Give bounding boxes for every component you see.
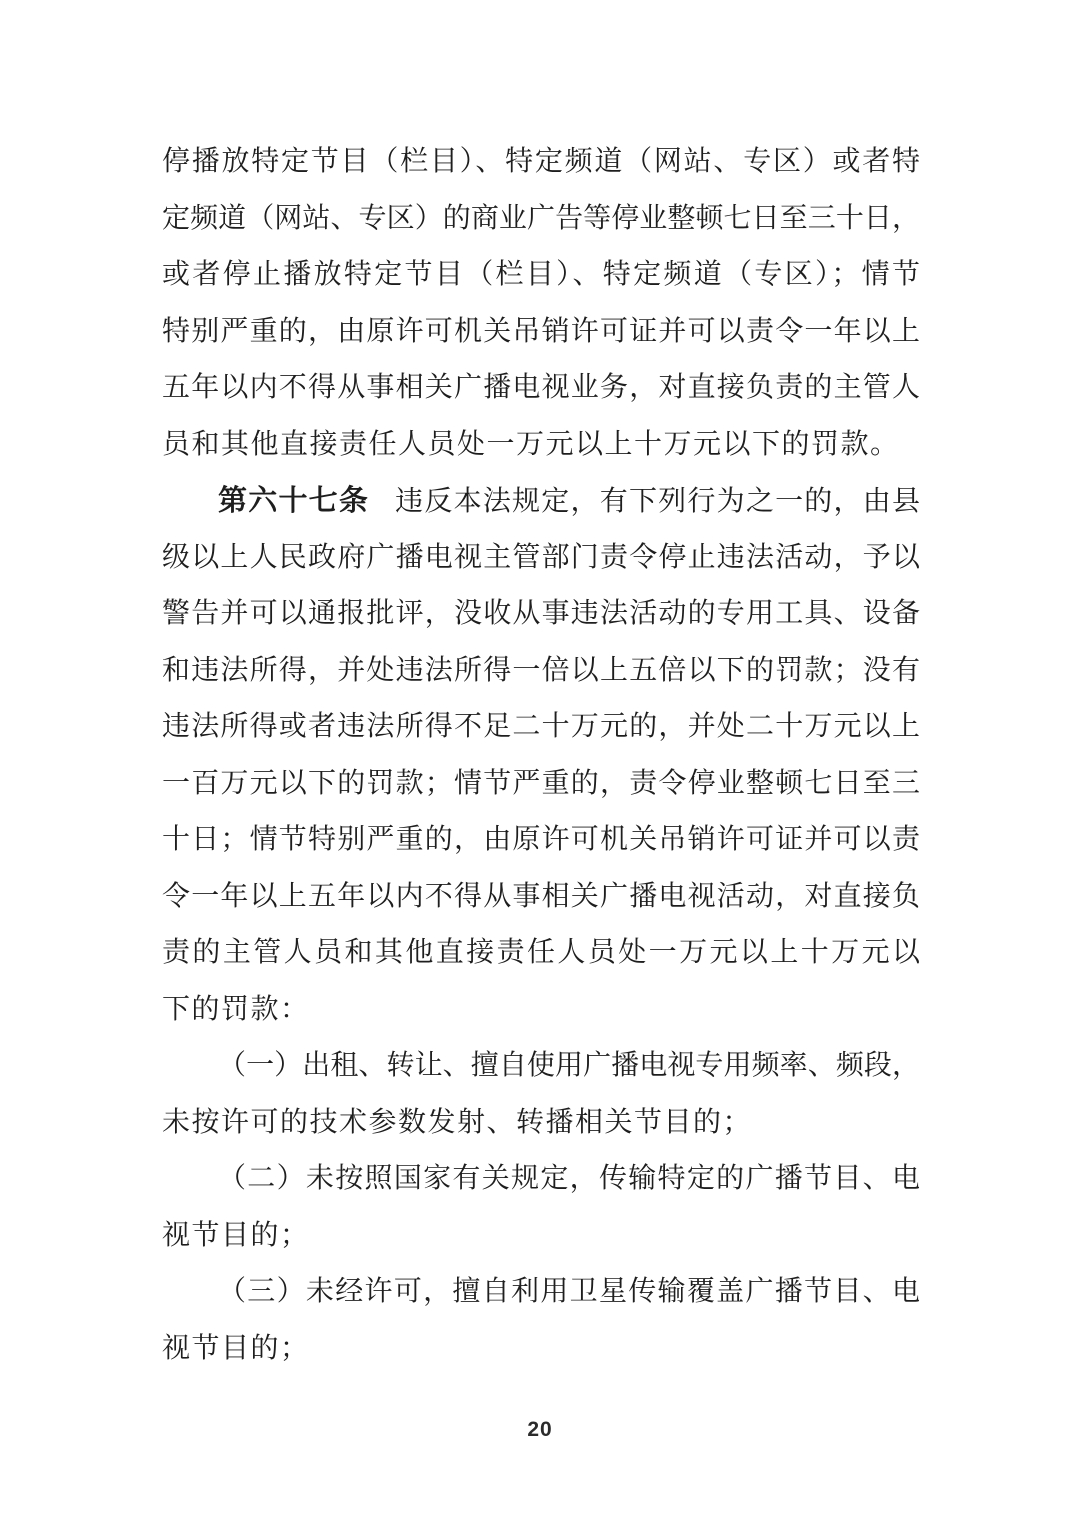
text-line: [162, 1095, 920, 1152]
text-run: 下的罚款：: [162, 993, 310, 1025]
text-line: [162, 869, 920, 926]
text-line: [162, 1151, 920, 1208]
text-line: [162, 473, 920, 530]
text-run: 或者停止播放特定节目（栏目）、特定频道（专区）；情节: [162, 259, 920, 290]
text-run: 未按许可的技术参数发射、转播相关节目的；: [162, 1106, 753, 1138]
article-number: 第六十七条: [218, 485, 370, 517]
text-run: 视节目的；: [162, 1219, 310, 1251]
text-line: [162, 191, 920, 248]
page-number: 20: [527, 1418, 553, 1441]
text-line: [162, 417, 920, 474]
text-line: [162, 1264, 920, 1321]
text-run: 员和其他直接责任人员处一万元以上十万元以下的罚款。: [162, 428, 900, 460]
text-line: [162, 360, 920, 417]
text-line: [162, 247, 920, 304]
text-run: 违法所得或者违法所得不足二十万元的，并处二十万元以上: [162, 711, 920, 742]
text-run: 一百万元以下的罚款；情节严重的，责令停业整顿七日至三: [162, 767, 920, 799]
text-line: [162, 304, 920, 361]
text-line: [162, 982, 920, 1039]
text-run: （一）出租、转让、擅自使用广播电视专用频率、频段，: [218, 1050, 920, 1081]
document-body: [162, 134, 920, 1377]
text-run: 级以上人民政府广播电视主管部门责令停止违法活动，予以: [162, 541, 920, 573]
text-run: 和违法所得，并处违法所得一倍以上五倍以下的罚款；没有: [162, 654, 920, 686]
text-run: 停播放特定节目（栏目）、特定频道（网站、专区）或者特: [162, 146, 920, 177]
text-line: [162, 1038, 920, 1095]
text-line: [162, 643, 920, 700]
text-run: （三）未经许可，擅自利用卫星传输覆盖广播节目、电: [218, 1276, 920, 1307]
text-line: [162, 699, 920, 756]
text-run: 五年以内不得从事相关广播电视业务，对直接负责的主管人: [162, 372, 920, 403]
text-line: [162, 1321, 920, 1378]
text-run: 责的主管人员和其他直接责任人员处一万元以上十万元以: [162, 937, 920, 968]
text-line: [162, 812, 920, 869]
text-line: [162, 925, 920, 982]
text-run: 定频道（网站、专区）的商业广告等停业整顿七日至三十日，: [162, 202, 920, 234]
text-line: [162, 134, 920, 191]
text-line: [162, 530, 920, 587]
text-line: [162, 1208, 920, 1265]
text-run: 视节目的；: [162, 1332, 310, 1364]
text-run: 特别严重的，由原许可机关吊销许可证并可以责令一年以上: [162, 315, 920, 347]
text-line: [162, 586, 920, 643]
text-run: 十日；情节特别严重的，由原许可机关吊销许可证并可以责: [162, 824, 920, 855]
text-run: 违反本法规定，有下列行为之一的，由县: [395, 486, 920, 517]
text-line: [162, 756, 920, 813]
text-run: 令一年以上五年以内不得从事相关广播电视活动，对直接负: [162, 880, 920, 912]
text-run: （二）未按照国家有关规定，传输特定的广播节目、电: [218, 1163, 920, 1194]
text-run: 警告并可以通报批评，没收从事违法活动的专用工具、设备: [162, 598, 920, 629]
